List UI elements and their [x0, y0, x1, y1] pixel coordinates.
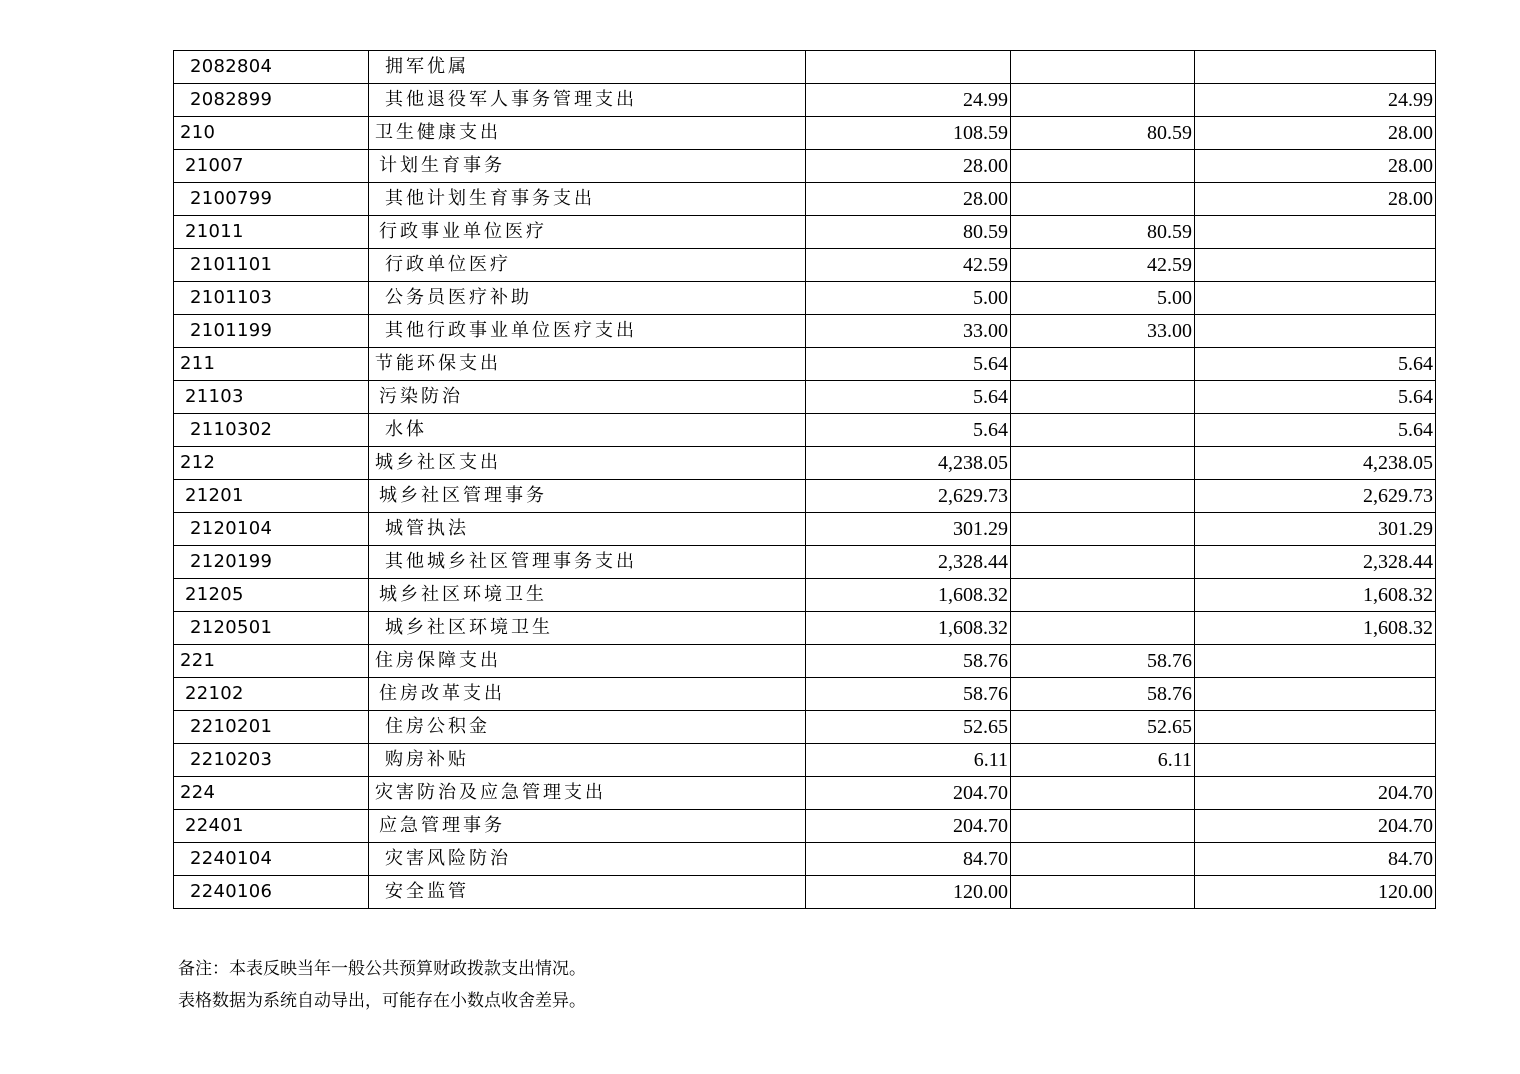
- code-cell: 2101101: [174, 249, 369, 282]
- table-row: [174, 447, 1436, 480]
- table-row: [174, 84, 1436, 117]
- table-row: [174, 216, 1436, 249]
- table-row: [174, 744, 1436, 777]
- table-row: [174, 150, 1436, 183]
- total-cell: 28.00: [806, 150, 1011, 183]
- project-cell: [1195, 282, 1436, 315]
- code-cell: 21011: [174, 216, 369, 249]
- code-cell: 2210203: [174, 744, 369, 777]
- total-cell: 58.76: [806, 678, 1011, 711]
- name-cell: 卫生健康支出: [369, 117, 806, 150]
- code-cell: 212: [174, 447, 369, 480]
- name-cell: 城乡社区管理事务: [369, 480, 806, 513]
- project-cell: 5.64: [1195, 414, 1436, 447]
- total-cell: 5.64: [806, 414, 1011, 447]
- table-row: [174, 546, 1436, 579]
- total-cell: 33.00: [806, 315, 1011, 348]
- code-cell: 2101199: [174, 315, 369, 348]
- project-cell: [1195, 744, 1436, 777]
- table-row: [174, 843, 1436, 876]
- total-cell: 5.00: [806, 282, 1011, 315]
- table-row: [174, 51, 1436, 84]
- code-cell: 21201: [174, 480, 369, 513]
- table-row: [174, 348, 1436, 381]
- name-cell: 行政事业单位医疗: [369, 216, 806, 249]
- basic-cell: [1011, 51, 1195, 84]
- basic-cell: 58.76: [1011, 678, 1195, 711]
- name-cell: 城乡社区环境卫生: [369, 612, 806, 645]
- basic-cell: [1011, 843, 1195, 876]
- project-cell: 5.64: [1195, 381, 1436, 414]
- basic-cell: [1011, 480, 1195, 513]
- table-row: [174, 381, 1436, 414]
- name-cell: 其他计划生育事务支出: [369, 183, 806, 216]
- project-cell: [1195, 645, 1436, 678]
- code-cell: 2101103: [174, 282, 369, 315]
- name-cell: 城管执法: [369, 513, 806, 546]
- project-cell: 2,629.73: [1195, 480, 1436, 513]
- total-cell: 301.29: [806, 513, 1011, 546]
- project-cell: [1195, 315, 1436, 348]
- table-row: [174, 645, 1436, 678]
- name-cell: 行政单位医疗: [369, 249, 806, 282]
- project-cell: 120.00: [1195, 876, 1436, 909]
- total-cell: 204.70: [806, 810, 1011, 843]
- code-cell: 2210201: [174, 711, 369, 744]
- project-cell: [1195, 711, 1436, 744]
- code-cell: 211: [174, 348, 369, 381]
- basic-cell: [1011, 414, 1195, 447]
- basic-cell: 6.11: [1011, 744, 1195, 777]
- code-cell: 2082899: [174, 84, 369, 117]
- total-cell: [806, 51, 1011, 84]
- basic-cell: [1011, 183, 1195, 216]
- name-cell: 住房改革支出: [369, 678, 806, 711]
- total-cell: 2,629.73: [806, 480, 1011, 513]
- basic-cell: [1011, 447, 1195, 480]
- total-cell: 2,328.44: [806, 546, 1011, 579]
- project-cell: [1195, 216, 1436, 249]
- table-row: [174, 513, 1436, 546]
- total-cell: 5.64: [806, 381, 1011, 414]
- project-cell: 5.64: [1195, 348, 1436, 381]
- name-cell: 污染防治: [369, 381, 806, 414]
- name-cell: 城乡社区支出: [369, 447, 806, 480]
- basic-cell: 52.65: [1011, 711, 1195, 744]
- code-cell: 221: [174, 645, 369, 678]
- table-row: [174, 678, 1436, 711]
- basic-cell: [1011, 150, 1195, 183]
- basic-cell: [1011, 381, 1195, 414]
- code-cell: 2240104: [174, 843, 369, 876]
- code-cell: 22102: [174, 678, 369, 711]
- total-cell: 24.99: [806, 84, 1011, 117]
- note-line-1: 备注：本表反映当年一般公共预算财政拨款支出情况。: [178, 959, 586, 979]
- table-row: [174, 777, 1436, 810]
- note-line-2: 表格数据为系统自动导出，可能存在小数点收舍差异。: [178, 991, 586, 1011]
- table-row: [174, 315, 1436, 348]
- name-cell: 节能环保支出: [369, 348, 806, 381]
- table-row: [174, 249, 1436, 282]
- project-cell: [1195, 249, 1436, 282]
- total-cell: 28.00: [806, 183, 1011, 216]
- code-cell: 2082804: [174, 51, 369, 84]
- table-row: [174, 183, 1436, 216]
- name-cell: 拥军优属: [369, 51, 806, 84]
- total-cell: 120.00: [806, 876, 1011, 909]
- project-cell: 28.00: [1195, 117, 1436, 150]
- table-row: [174, 282, 1436, 315]
- project-cell: 1,608.32: [1195, 612, 1436, 645]
- code-cell: 2120199: [174, 546, 369, 579]
- code-cell: 210: [174, 117, 369, 150]
- name-cell: 安全监管: [369, 876, 806, 909]
- total-cell: 52.65: [806, 711, 1011, 744]
- total-cell: 5.64: [806, 348, 1011, 381]
- name-cell: 住房保障支出: [369, 645, 806, 678]
- project-cell: 28.00: [1195, 183, 1436, 216]
- table-row: [174, 612, 1436, 645]
- total-cell: 6.11: [806, 744, 1011, 777]
- basic-cell: 5.00: [1011, 282, 1195, 315]
- total-cell: 108.59: [806, 117, 1011, 150]
- name-cell: 灾害风险防治: [369, 843, 806, 876]
- basic-cell: [1011, 84, 1195, 117]
- project-cell: 2,328.44: [1195, 546, 1436, 579]
- name-cell: 其他行政事业单位医疗支出: [369, 315, 806, 348]
- name-cell: 灾害防治及应急管理支出: [369, 777, 806, 810]
- table-row: [174, 414, 1436, 447]
- name-cell: 水体: [369, 414, 806, 447]
- project-cell: [1195, 51, 1436, 84]
- name-cell: 城乡社区环境卫生: [369, 579, 806, 612]
- project-cell: 28.00: [1195, 150, 1436, 183]
- basic-cell: [1011, 612, 1195, 645]
- name-cell: 其他城乡社区管理事务支出: [369, 546, 806, 579]
- project-cell: 84.70: [1195, 843, 1436, 876]
- budget-table: [173, 50, 1436, 909]
- project-cell: 301.29: [1195, 513, 1436, 546]
- table-body: [174, 51, 1436, 909]
- basic-cell: [1011, 348, 1195, 381]
- total-cell: 1,608.32: [806, 612, 1011, 645]
- notes: [178, 953, 586, 1017]
- total-cell: 80.59: [806, 216, 1011, 249]
- total-cell: 1,608.32: [806, 579, 1011, 612]
- name-cell: 其他退役军人事务管理支出: [369, 84, 806, 117]
- total-cell: 58.76: [806, 645, 1011, 678]
- basic-cell: [1011, 579, 1195, 612]
- project-cell: 1,608.32: [1195, 579, 1436, 612]
- basic-cell: 80.59: [1011, 216, 1195, 249]
- code-cell: 21205: [174, 579, 369, 612]
- total-cell: 84.70: [806, 843, 1011, 876]
- code-cell: 2120501: [174, 612, 369, 645]
- total-cell: 4,238.05: [806, 447, 1011, 480]
- code-cell: 2100799: [174, 183, 369, 216]
- name-cell: 购房补贴: [369, 744, 806, 777]
- project-cell: 204.70: [1195, 777, 1436, 810]
- table-row: [174, 480, 1436, 513]
- total-cell: 42.59: [806, 249, 1011, 282]
- project-cell: 4,238.05: [1195, 447, 1436, 480]
- basic-cell: 80.59: [1011, 117, 1195, 150]
- basic-cell: 33.00: [1011, 315, 1195, 348]
- table-row: [174, 876, 1436, 909]
- table-row: [174, 810, 1436, 843]
- name-cell: 应急管理事务: [369, 810, 806, 843]
- project-cell: [1195, 678, 1436, 711]
- code-cell: 2120104: [174, 513, 369, 546]
- basic-cell: [1011, 810, 1195, 843]
- project-cell: 24.99: [1195, 84, 1436, 117]
- code-cell: 2240106: [174, 876, 369, 909]
- code-cell: 22401: [174, 810, 369, 843]
- name-cell: 公务员医疗补助: [369, 282, 806, 315]
- basic-cell: [1011, 777, 1195, 810]
- basic-cell: [1011, 546, 1195, 579]
- table-row: [174, 579, 1436, 612]
- project-cell: 204.70: [1195, 810, 1436, 843]
- table-row: [174, 711, 1436, 744]
- basic-cell: [1011, 513, 1195, 546]
- total-cell: 204.70: [806, 777, 1011, 810]
- name-cell: 住房公积金: [369, 711, 806, 744]
- code-cell: 21007: [174, 150, 369, 183]
- table-row: [174, 117, 1436, 150]
- code-cell: 2110302: [174, 414, 369, 447]
- basic-cell: 42.59: [1011, 249, 1195, 282]
- basic-cell: 58.76: [1011, 645, 1195, 678]
- basic-cell: [1011, 876, 1195, 909]
- name-cell: 计划生育事务: [369, 150, 806, 183]
- code-cell: 21103: [174, 381, 369, 414]
- code-cell: 224: [174, 777, 369, 810]
